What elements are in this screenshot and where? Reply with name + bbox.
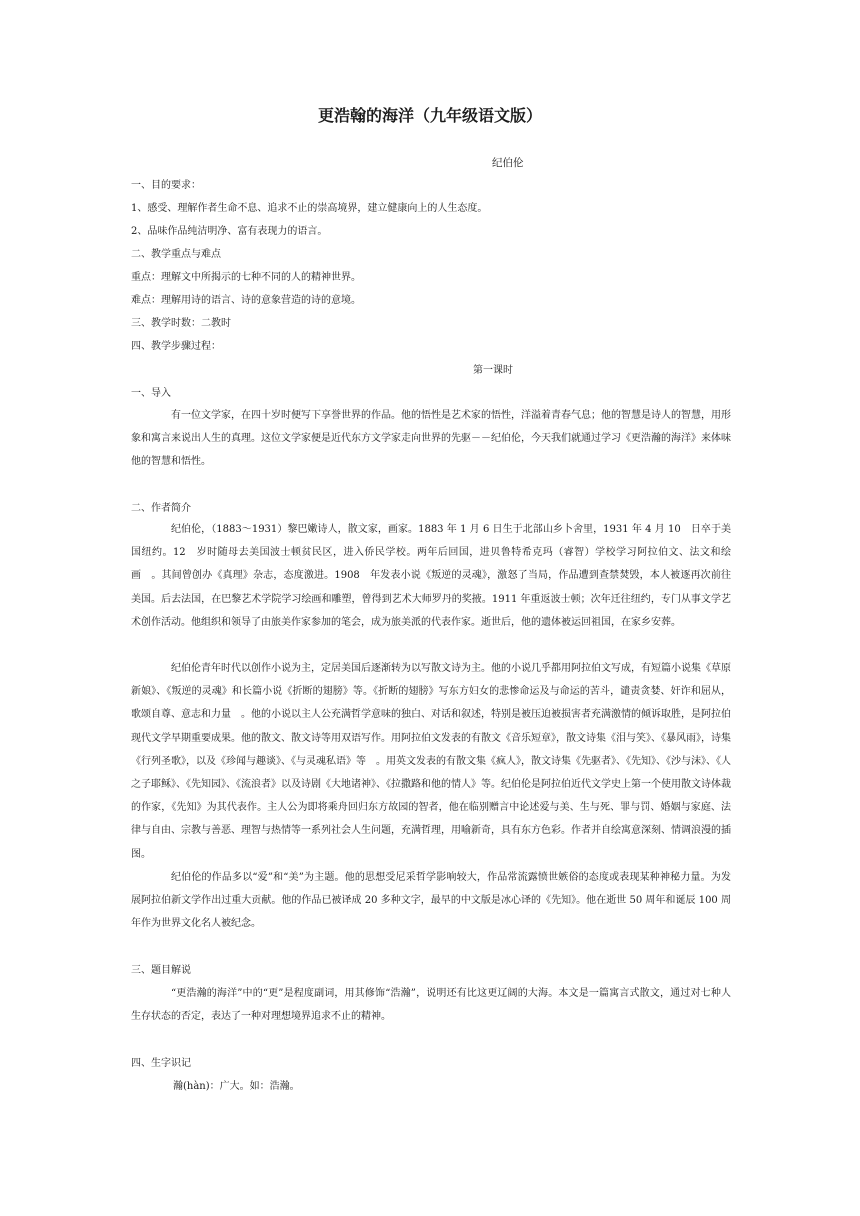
- author-name: 纪伯伦: [492, 157, 524, 169]
- goal-item-2: 2、品味作品纯洁明净、富有表现力的语言。: [131, 226, 328, 237]
- author-bio-paragraph-3: 纪伯伦的作品多以“爱”和“美”为主题。他的思想受尼采哲学影响较大，作品常流露愤世嫉俗的态度或表现某种神秘力量。为发展阿拉伯新文学作出过重大贡献。他的作品已被译成 20 多种文字，最早的中文版是冰心译的《先知》。他在逝世 50 周年和诞辰 100 周年作为世界文化名人被纪念。: [131, 872, 731, 930]
- key-point: 重点：理解文中所揭示的七种不同的人的精神世界。: [131, 272, 361, 283]
- author-bio-paragraph-1: 纪伯伦，（1883～1931）黎巴嫩诗人，散文家，画家。1883 年 1 月 6 日生于北部山乡卜舍里，1931 年 4 月 10 日卒于美国纽约。12 岁时随母去美国波士顿贫民区，进入侨民学校。两年后回国，进贝鲁特希克玛（睿智）学校学习阿拉伯文、法文和绘画 。其间曾创办《真理》杂志，态度激进。1908 年发表小说《叛逆的灵魂》，激怒了当局，作品遭到查禁焚毁，本人被逐再次前往美国。后去法国，在巴黎艺术学院学习绘画和雕塑，曾得到艺术大师罗丹的奖掖。1911 年重返波士顿；次年迁往纽约，专门从事文学艺术创作活动。他组织和领导了由旅美作家参加的笔会，成为旅美派的代表作家。逝世后，他的遗体被运回祖国，在家乡安葬。: [131, 524, 731, 628]
- goal-item-1: 1、感受、理解作者生命不息、追求不止的崇高境界，建立健康向上的人生态度。: [131, 203, 488, 214]
- vocabulary-heading: 四、生字识记: [131, 1058, 191, 1069]
- difficulty-point: 难点：理解用诗的语言、诗的意象营造的诗的意境。: [131, 295, 361, 306]
- intro-paragraph: 有一位文学家，在四十岁时便写下享誉世界的作品。他的悟性是艺术家的悟性，洋溢着青春气息；他的智慧是诗人的智慧，用形象和寓言来说出人生的真理。这位文学家便是近代东方文学家走向世界的先驱－－纪伯伦，今天我们就通过学习《更浩瀚的海洋》来体味他的智慧和悟性。: [131, 410, 731, 468]
- intro-heading: 一、导入: [131, 388, 171, 399]
- section-keypoints-heading: 二、教学重点与难点: [131, 249, 221, 260]
- lesson-label: 第一课时: [473, 365, 513, 376]
- document-title: 更浩翰的海洋（九年级语文版）: [317, 106, 542, 125]
- author-bio-paragraph-2: 纪伯伦青年时代以创作小说为主，定居美国后逐渐转为以写散文诗为主。他的小说几乎都用阿拉伯文写成，有短篇小说集《草原新娘》、《叛逆的灵魂》和长篇小说《折断的翅膀》等。《折断的翅膀》写东方妇女的悲惨命运及与命运的苦斗，谴责贪婪、奸诈和屈从，歌颂自尊、意志和力量 。他的小说以主人公充满哲学意味的独白、对话和叙述，特别是被压迫被损害者充满激情的倾诉取胜，是阿拉伯现代文学早期重要成果。他的散文、散文诗等用双语写作。用阿拉伯文发表的有散文《音乐短章》，散文诗集《泪与笑》、《暴风雨》，诗集《行列圣歌》，以及《珍闻与趣谈》、《与灵魂私语》等 。用英文发表的有散文集《疯人》，散文诗集《先驱者》、《先知》、《沙与沫》、《人之子耶稣》、《先知园》、《流浪者》以及诗剧《大地诸神》、《拉撒路和他的情人》等。纪伯伦是阿拉伯近代文学史上第一个使用散文诗体裁的作家，《先知》为其代表作。主人公为即将乘舟回归东方故园的智者，他在临别赠言中论述爱与美、生与死、罪与罚、婚姻与家庭、法律与自由、宗教与善恶、理智与热情等一系列社会人生问题，充满哲理，用喻新奇，具有东方色彩。作者并自绘寓意深刻、情调浪漫的插图。: [131, 663, 731, 860]
- section-steps-heading: 四、教学步骤过程：: [131, 341, 221, 352]
- author-bio-heading: 二、作者简介: [131, 503, 191, 514]
- vocabulary-item: 瀚(hàn)：广大。如：浩瀚。: [173, 1081, 300, 1092]
- title-explanation-heading: 三、题目解说: [131, 965, 191, 976]
- section-hours-heading: 三、教学时数：二教时: [131, 318, 231, 329]
- title-explanation-paragraph: “更浩瀚的海洋”中的“更”是程度副词，用其修饰“浩瀚”，说明还有比这更辽阔的大海。本文是一篇寓言式散文，通过对七种人生存状态的否定，表达了一种对理想境界追求不止的精神。: [131, 988, 731, 1023]
- section-goals-heading: 一、目的要求：: [131, 180, 201, 191]
